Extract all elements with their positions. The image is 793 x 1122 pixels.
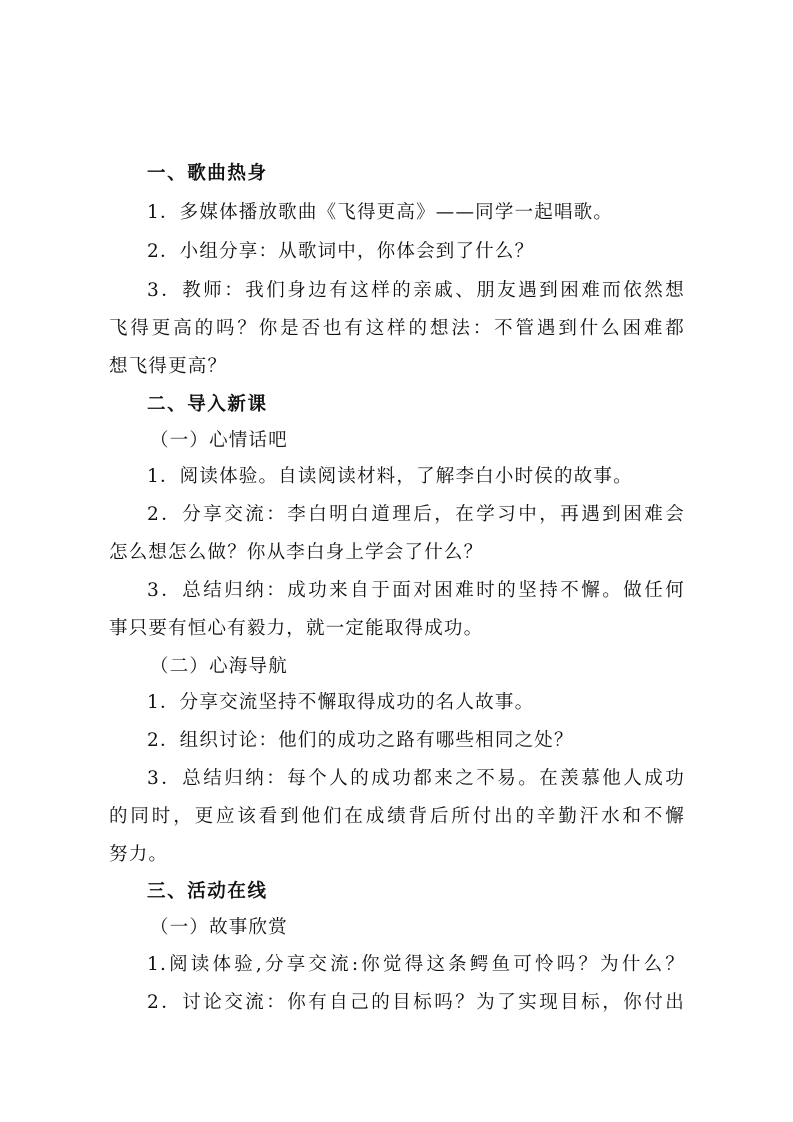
paragraph-line: 1．多媒体播放歌曲《飞得更高》——同学一起唱歌。	[147, 202, 614, 223]
paragraph-line: 事只要有恒心有毅力，就一定能取得成功。	[109, 618, 484, 639]
paragraph-line: 3．总结归纳：每个人的成功都来之不易。在羡慕他人成功	[147, 768, 685, 789]
paragraph-line: 努力。	[109, 844, 169, 865]
paragraph-line: 想飞得更高？	[109, 356, 228, 377]
paragraph-line: 2．讨论交流：你有自己的目标吗？为了实现目标，你付出	[147, 992, 685, 1013]
paragraph-line: 1．分享交流坚持不懈取得成功的名人故事。	[147, 692, 535, 713]
paragraph-line: 1．阅读体验。自读阅读材料，了解李白小时侯的故事。	[147, 466, 633, 487]
paragraph-line: 2．组织讨论：他们的成功之路有哪些相同之处？	[147, 730, 574, 751]
paragraph-line: 2．小组分享：从歌词中，你体会到了什么？	[147, 241, 535, 262]
paragraph-line: 3．教师：我们身边有这样的亲戚、朋友遇到困难而依然想	[147, 280, 685, 301]
section-heading-song-warmup: 一、歌曲热身	[147, 163, 268, 184]
paragraph-line: 2．分享交流：李白明白道理后，在学习中，再遇到困难会	[147, 504, 685, 525]
subsection-title: （一）心情话吧	[150, 430, 288, 451]
section-heading-new-lesson: 二、导入新课	[147, 394, 268, 415]
paragraph-line: 1.阅读体验,分享交流:你觉得这条鳄鱼可怜吗？为什么？	[147, 954, 685, 975]
paragraph-line: 怎么想怎么做？你从李白身上学会了什么？	[109, 542, 484, 563]
subsection-title: （一）故事欣赏	[150, 917, 288, 938]
subsection-title: （二）心海导航	[150, 656, 288, 677]
paragraph-line: 3．总结归纳：成功来自于面对困难时的坚持不懈。做任何	[147, 580, 685, 601]
paragraph-line: 的同时，更应该看到他们在成绩背后所付出的辛勤汗水和不懈	[109, 806, 685, 827]
section-heading-activities-online: 三、活动在线	[147, 881, 268, 902]
paragraph-line: 飞得更高的吗？你是否也有这样的想法：不管遇到什么困难都	[109, 318, 685, 339]
